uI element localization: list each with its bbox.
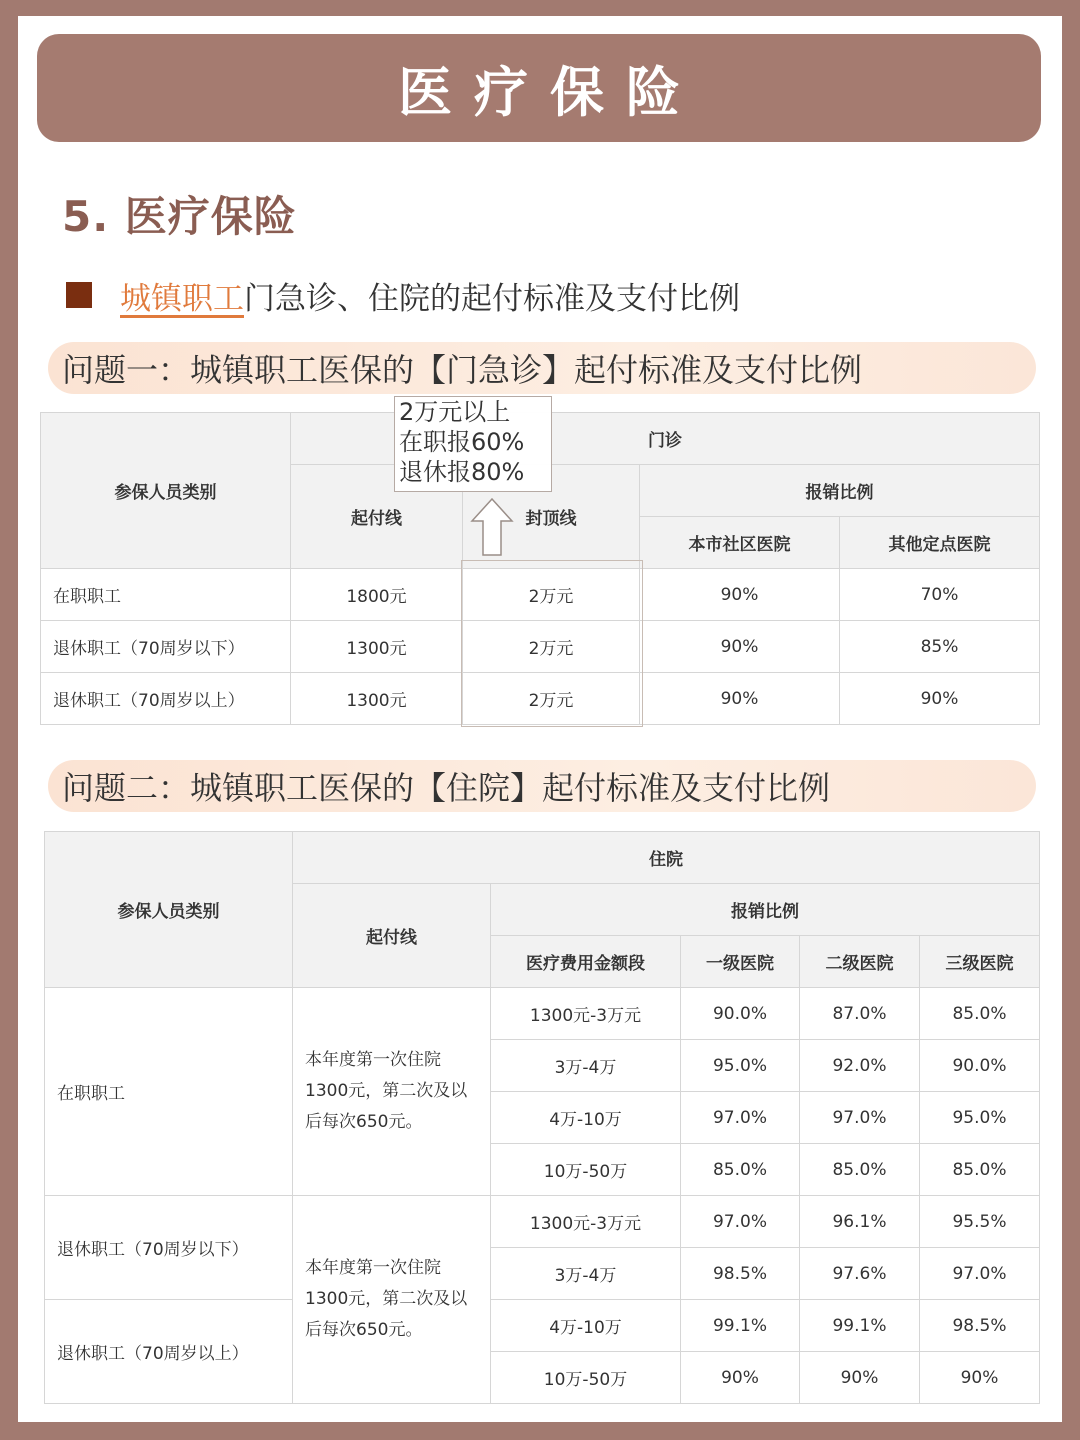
- row-community: 90%: [640, 673, 840, 725]
- row-level3: 85.0%: [920, 1144, 1040, 1196]
- callout-line: 在职报60%: [399, 428, 525, 456]
- header-category: 参保人员类别: [41, 413, 291, 569]
- cap-callout: [394, 396, 552, 492]
- row-level2: 87.0%: [800, 988, 920, 1040]
- header-level3: 三级医院: [920, 936, 1040, 988]
- row-other: 85%: [840, 621, 1040, 673]
- inpatient-table: [44, 831, 1040, 1404]
- row-level1: 97.0%: [681, 1196, 800, 1248]
- header-level2: 二级医院: [800, 936, 920, 988]
- row-level2: 99.1%: [800, 1300, 920, 1352]
- row-level1: 90.0%: [681, 988, 800, 1040]
- header-deductible: 起付线: [291, 465, 463, 569]
- cap-highlight-box: [461, 560, 643, 727]
- row-level1: 95.0%: [681, 1040, 800, 1092]
- row-category: 在职职工: [45, 988, 293, 1196]
- row-level1: 85.0%: [681, 1144, 800, 1196]
- row-deductible-note: 本年度第一次住院1300元，第二次及以后每次650元。: [293, 1196, 491, 1404]
- question-two-banner: [48, 760, 1036, 812]
- row-cap: 2万元: [463, 621, 640, 673]
- header-level1: 一级医院: [681, 936, 800, 988]
- subheading: [66, 272, 740, 318]
- row-cap: 2万元: [463, 673, 640, 725]
- question-one-banner: [48, 342, 1036, 394]
- row-deductible: 1800元: [291, 569, 463, 621]
- row-level3: 95.0%: [920, 1092, 1040, 1144]
- header-amount: 医疗费用金额段: [491, 936, 681, 988]
- header-inpatient: 住院: [293, 832, 1040, 884]
- row-level2: 90%: [800, 1352, 920, 1404]
- row-deductible: 1300元: [291, 673, 463, 725]
- row-level3: 95.5%: [920, 1196, 1040, 1248]
- header-title: 医疗保险: [398, 60, 702, 124]
- row-level1: 90%: [681, 1352, 800, 1404]
- header-banner: [37, 34, 1041, 142]
- row-amount: 1300元-3万元: [491, 988, 681, 1040]
- row-level2: 97.6%: [800, 1248, 920, 1300]
- row-amount: 4万-10万: [491, 1092, 681, 1144]
- header-deductible: 起付线: [293, 884, 491, 988]
- row-deductible-note: 本年度第一次住院1300元，第二次及以后每次650元。: [293, 988, 491, 1196]
- row-level1: 99.1%: [681, 1300, 800, 1352]
- row-amount: 4万-10万: [491, 1300, 681, 1352]
- header-community-hospital: 本市社区医院: [640, 517, 840, 569]
- row-level2: 85.0%: [800, 1144, 920, 1196]
- row-amount: 1300元-3万元: [491, 1196, 681, 1248]
- row-other: 70%: [840, 569, 1040, 621]
- row-level1: 97.0%: [681, 1092, 800, 1144]
- row-level2: 97.0%: [800, 1092, 920, 1144]
- row-amount: 10万-50万: [491, 1144, 681, 1196]
- callout-line: 退休报80%: [399, 458, 525, 486]
- header-other-hospital: 其他定点医院: [840, 517, 1040, 569]
- header-ratio: 报销比例: [640, 465, 1040, 517]
- row-category: 在职职工: [41, 569, 291, 621]
- question-one-text: 问题一：城镇职工医保的【门急诊】起付标准及支付比例: [62, 351, 863, 389]
- table-row: [45, 1196, 1040, 1248]
- row-level3: 90%: [920, 1352, 1040, 1404]
- table-row: [45, 988, 1040, 1040]
- row-other: 90%: [840, 673, 1040, 725]
- header-cap: 封顶线: [463, 465, 640, 569]
- row-cap: 2万元: [463, 569, 640, 621]
- row-category: 退休职工（70周岁以上）: [45, 1300, 293, 1404]
- row-level3: 90.0%: [920, 1040, 1040, 1092]
- row-category: 退休职工（70周岁以下）: [41, 621, 291, 673]
- row-deductible: 1300元: [291, 621, 463, 673]
- arrow-up-icon: [470, 497, 514, 557]
- row-level1: 98.5%: [681, 1248, 800, 1300]
- row-amount: 3万-4万: [491, 1248, 681, 1300]
- question-two-text: 问题二：城镇职工医保的【住院】起付标准及支付比例: [62, 769, 831, 807]
- row-community: 90%: [640, 621, 840, 673]
- row-level3: 98.5%: [920, 1300, 1040, 1352]
- row-amount: 3万-4万: [491, 1040, 681, 1092]
- callout-line: 2万元以上: [399, 398, 511, 426]
- row-amount: 10万-50万: [491, 1352, 681, 1404]
- section-title: 5. 医疗保险: [62, 192, 297, 241]
- row-category: 退休职工（70周岁以上）: [41, 673, 291, 725]
- header-ratio: 报销比例: [491, 884, 1040, 936]
- row-level2: 92.0%: [800, 1040, 920, 1092]
- row-community: 90%: [640, 569, 840, 621]
- row-level2: 96.1%: [800, 1196, 920, 1248]
- header-category: 参保人员类别: [45, 832, 293, 988]
- table-row: [45, 1300, 1040, 1352]
- row-category: 退休职工（70周岁以下）: [45, 1196, 293, 1300]
- subheading-link[interactable]: 城镇职工: [120, 280, 244, 317]
- row-level3: 85.0%: [920, 988, 1040, 1040]
- subheading-text: 门急诊、住院的起付标准及支付比例: [244, 280, 740, 317]
- bullet-square-icon: [66, 282, 92, 308]
- header-outpatient: 门诊: [291, 413, 1040, 465]
- row-level3: 97.0%: [920, 1248, 1040, 1300]
